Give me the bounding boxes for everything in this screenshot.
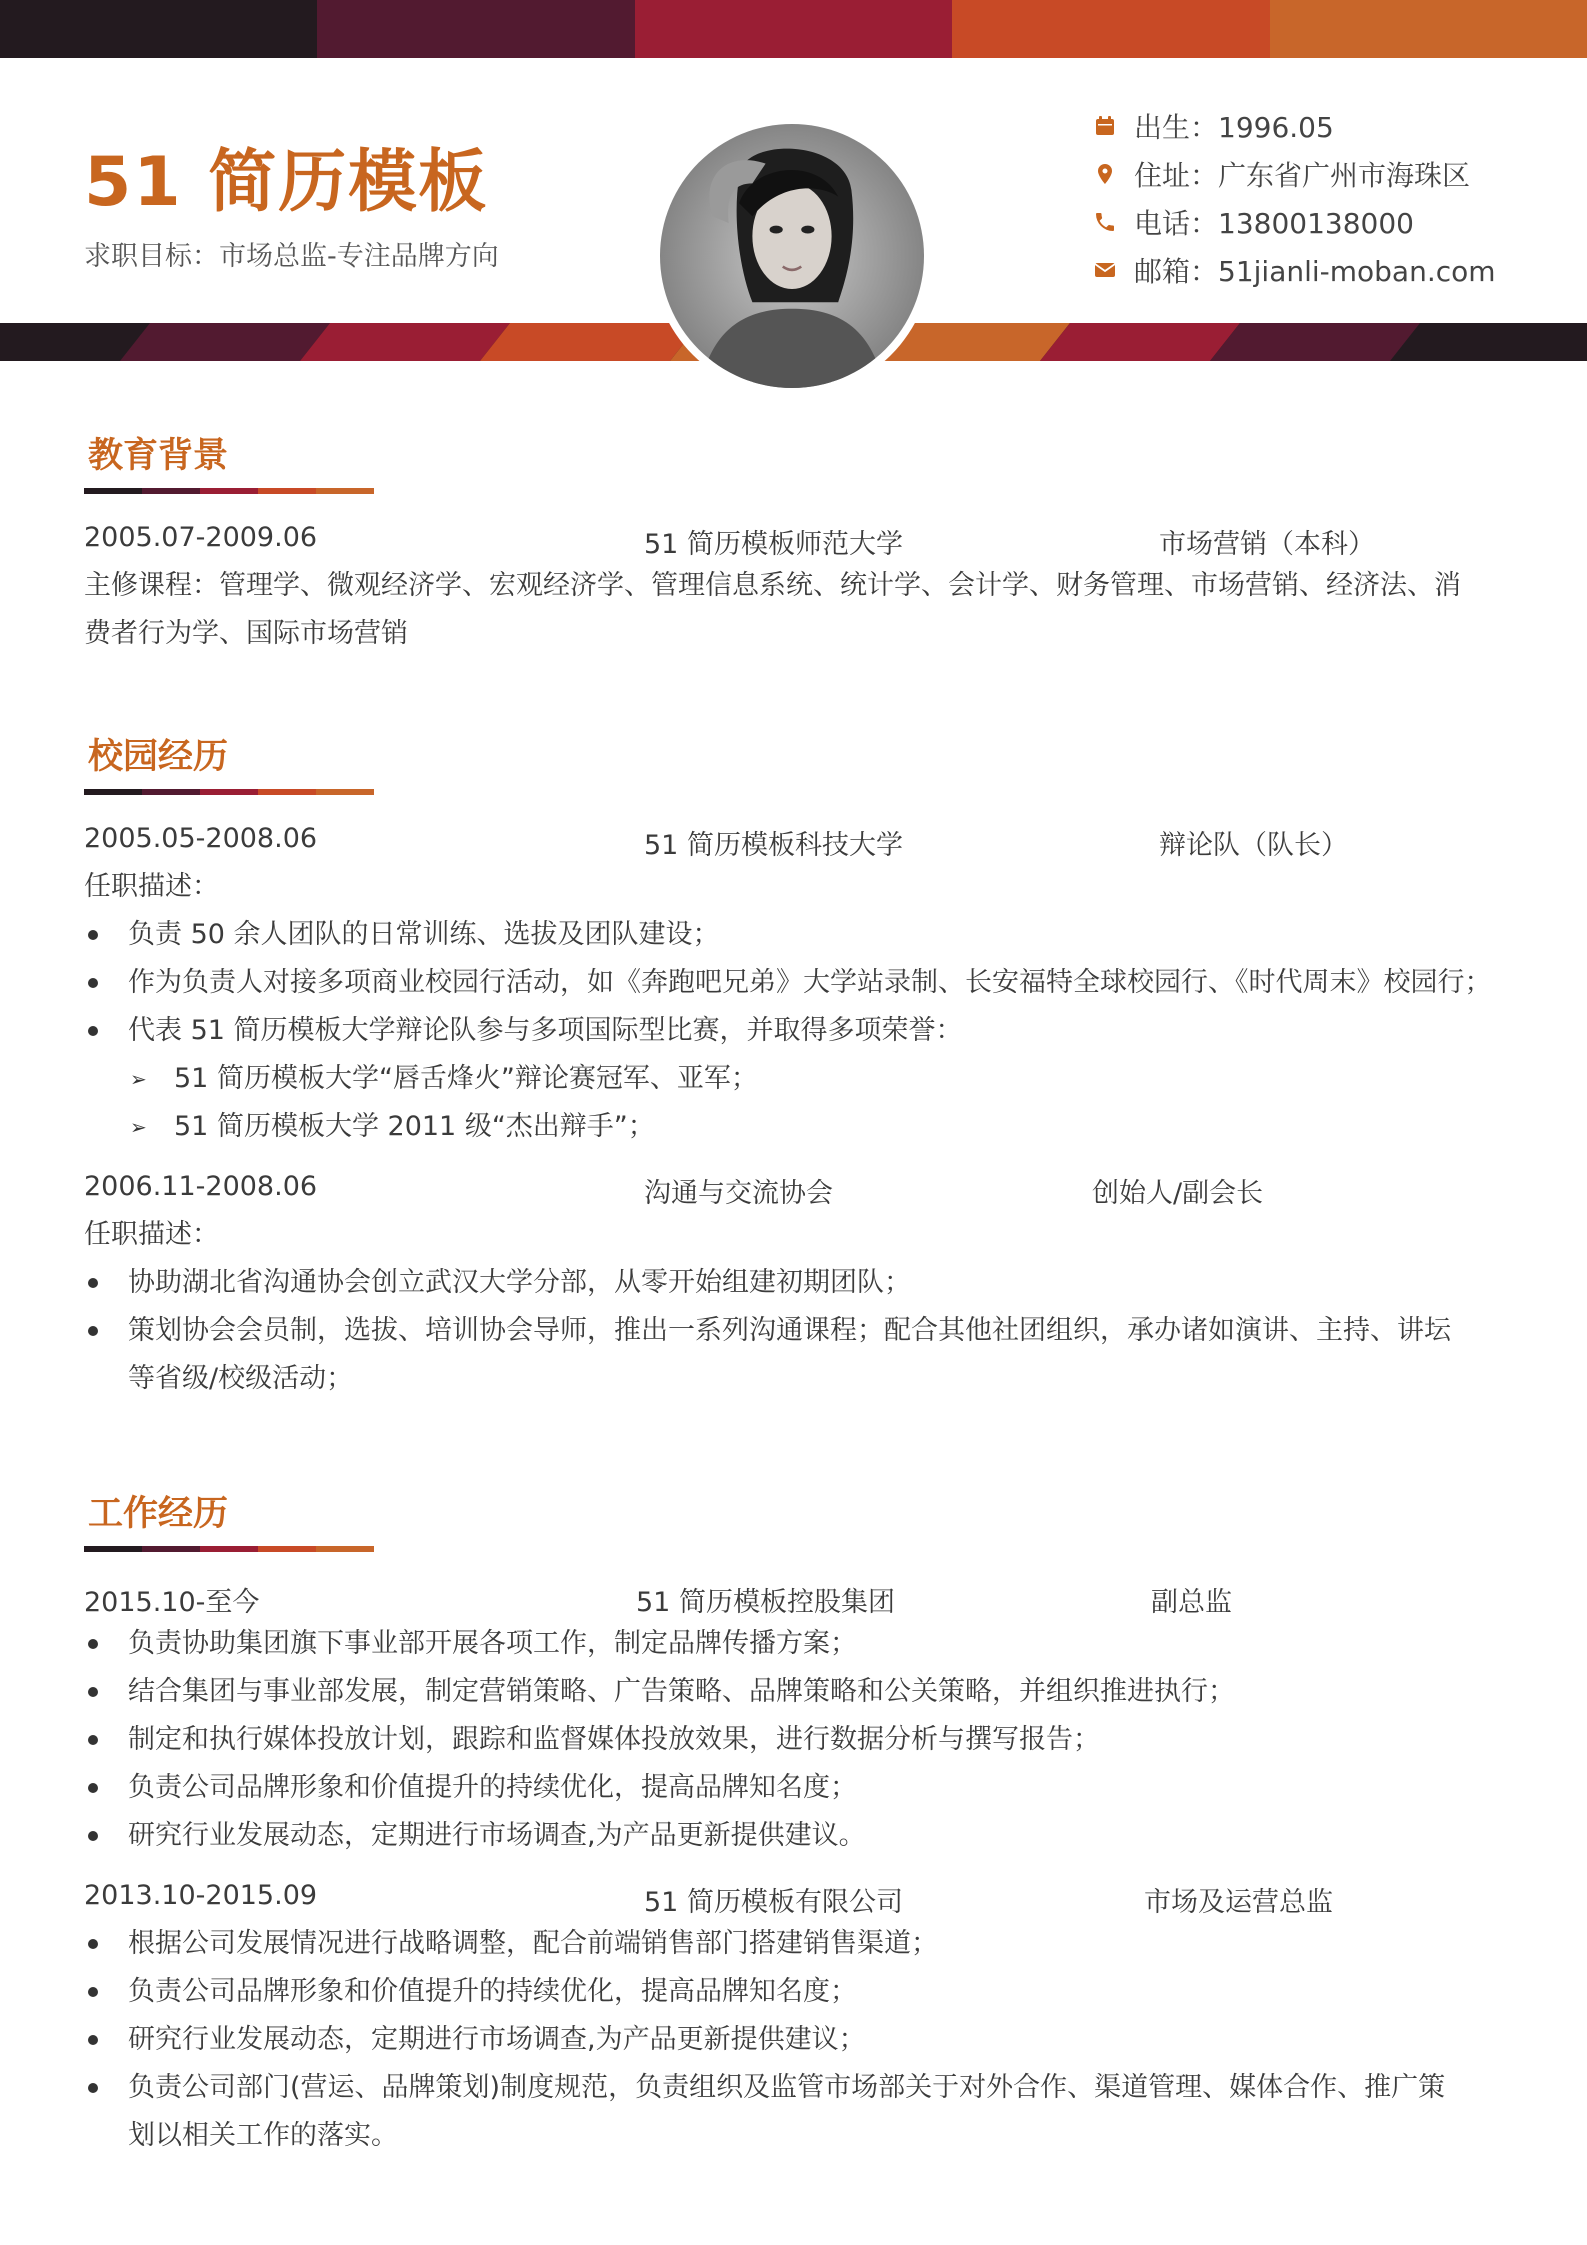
- desc-label: 任职描述：: [84, 1219, 219, 1250]
- phone-icon: [1092, 209, 1118, 235]
- address-text: 住址：广东省广州市海珠区: [1134, 159, 1471, 192]
- contact-address: [1092, 150, 1496, 198]
- arrow-bullet-icon: ➢: [130, 1067, 147, 1091]
- entry-org: 51 简历模板科技大学: [644, 830, 903, 861]
- profile-photo: [652, 116, 932, 396]
- bullet-dot: [88, 2035, 98, 2045]
- list-item-continuation: 等省级/校级活动；: [128, 1363, 354, 1394]
- job-objective: 求职目标：市场总监-专注品牌方向: [84, 241, 499, 272]
- entry-org: 沟通与交流协会: [644, 1178, 833, 1209]
- entry-role: 市场及运营总监: [1144, 1887, 1333, 1918]
- list-item: 策划协会会员制，选拔、培训协会导师，推出一系列沟通课程；配合其他社团组织，承办诸如演讲、主持、讲坛: [84, 1307, 1504, 1355]
- bullet-dot: [88, 1326, 98, 1336]
- entry-date: 2005.05-2008.06: [84, 823, 318, 854]
- contact-birth: [1092, 102, 1496, 150]
- list-item: 制定和执行媒体投放计划，跟踪和监督媒体投放效果，进行数据分析与撰写报告；: [84, 1716, 1504, 1764]
- work-section: [84, 1488, 1504, 2160]
- phone-text: 电话：13800138000: [1134, 207, 1414, 240]
- contact-list: [1092, 102, 1496, 294]
- list-item: 负责协助集团旗下事业部开展各项工作，制定品牌传播方案；: [84, 1620, 1504, 1668]
- sub-list-item: ➢ 51 简历模板大学 2011 级“杰出辩手”；: [84, 1103, 1504, 1151]
- courses-line-1: 主修课程：管理学、微观经济学、宏观经济学、管理信息系统、统计学、会计学、财务管理、市场营销、经济法、消: [84, 570, 1461, 601]
- list-item: 负责公司部门(营运、品牌策划)制度规范，负责组织及监管市场部关于对外合作、渠道管理、媒体合作、推广策: [84, 2064, 1504, 2112]
- list-item: 研究行业发展动态，定期进行市场调查,为产品更新提供建议。: [84, 1812, 1504, 1860]
- sub-list-item: ➢ 51 简历模板大学“唇舌烽火”辩论赛冠军、亚军；: [84, 1055, 1504, 1103]
- entry-role: 辩论队（队长）: [1159, 830, 1348, 861]
- education-row: [84, 514, 1504, 562]
- campus-title: 校园经历: [88, 737, 229, 777]
- bullet-dot: [88, 1783, 98, 1793]
- section-underline: [84, 789, 374, 795]
- top-color-strip: [0, 0, 1587, 58]
- email-text: 邮箱：51jianli-moban.com: [1134, 255, 1496, 288]
- portrait-image: [660, 124, 924, 388]
- education-section: [84, 430, 1504, 658]
- list-item: 代表 51 简历模板大学辩论队参与多项国际型比赛，并取得多项荣誉：: [84, 1007, 1504, 1055]
- list-item: 结合集团与事业部发展，制定营销策略、广告策略、品牌策略和公关策略，并组织推进执行；: [84, 1668, 1504, 1716]
- courses-line-2: 费者行为学、国际市场营销: [84, 618, 408, 649]
- bullet-dot: [88, 1026, 98, 1036]
- campus-entry-2-row: [84, 1163, 1504, 1211]
- education-title: 教育背景: [88, 436, 229, 476]
- entry-date: 2013.10-2015.09: [84, 1880, 318, 1911]
- list-item: 负责公司品牌形象和价值提升的持续优化，提高品牌知名度；: [84, 1764, 1504, 1812]
- section-underline: [84, 488, 374, 494]
- entry-role: 创始人/副会长: [1092, 1178, 1264, 1209]
- list-item: 协助湖北省沟通协会创立武汉大学分部，从零开始组建初期团队；: [84, 1259, 1504, 1307]
- list-item: 研究行业发展动态，定期进行市场调查,为产品更新提供建议；: [84, 2016, 1504, 2064]
- bullet-dot: [88, 1735, 98, 1745]
- bullet-dot: [88, 978, 98, 988]
- education-school: 51 简历模板师范大学: [644, 529, 903, 560]
- entry-date: 2006.11-2008.06: [84, 1171, 318, 1202]
- list-item-continuation: 划以相关工作的落实。: [128, 2120, 398, 2151]
- entry-date: 2015.10-至今: [84, 1587, 260, 1618]
- campus-section: [84, 731, 1504, 1403]
- birth-text: 出生：1996.05: [1134, 111, 1334, 144]
- contact-phone: [1092, 198, 1496, 246]
- campus-entry-1-row: [84, 815, 1504, 863]
- contact-email: [1092, 246, 1496, 294]
- list-item: 负责 50 余人团队的日常训练、选拔及团队建设；: [84, 911, 1504, 959]
- education-date: 2005.07-2009.06: [84, 522, 318, 553]
- bullet-dot: [88, 1278, 98, 1288]
- resume-name: 51 简历模板: [84, 143, 489, 222]
- bullet-dot: [88, 1987, 98, 1997]
- education-degree: 市场营销（本科）: [1159, 529, 1375, 560]
- section-underline: [84, 1546, 374, 1552]
- list-item: 根据公司发展情况进行战略调整，配合前端销售部门搭建销售渠道；: [84, 1920, 1504, 1968]
- entry-org: 51 简历模板控股集团: [636, 1587, 895, 1618]
- desc-label: 任职描述：: [84, 871, 219, 902]
- location-pin-icon: [1092, 161, 1118, 187]
- entry-org: 51 简历模板有限公司: [644, 1887, 903, 1918]
- bullet-dot: [88, 2083, 98, 2093]
- work-entry-1-row: [84, 1572, 1504, 1620]
- calendar-icon: [1092, 113, 1118, 139]
- bullet-dot: [88, 1831, 98, 1841]
- bullet-dot: [88, 930, 98, 940]
- arrow-bullet-icon: ➢: [130, 1115, 147, 1139]
- work-title: 工作经历: [88, 1494, 229, 1534]
- email-icon: [1092, 257, 1118, 283]
- bullet-dot: [88, 1939, 98, 1949]
- entry-role: 副总监: [1151, 1587, 1232, 1618]
- bullet-dot: [88, 1687, 98, 1697]
- list-item: 负责公司品牌形象和价值提升的持续优化，提高品牌知名度；: [84, 1968, 1504, 2016]
- list-item: 作为负责人对接多项商业校园行活动，如《奔跑吧兄弟》大学站录制、长安福特全球校园行、《时代周末》校园行；: [84, 959, 1504, 1007]
- bullet-dot: [88, 1639, 98, 1649]
- work-entry-2-row: [84, 1872, 1504, 1920]
